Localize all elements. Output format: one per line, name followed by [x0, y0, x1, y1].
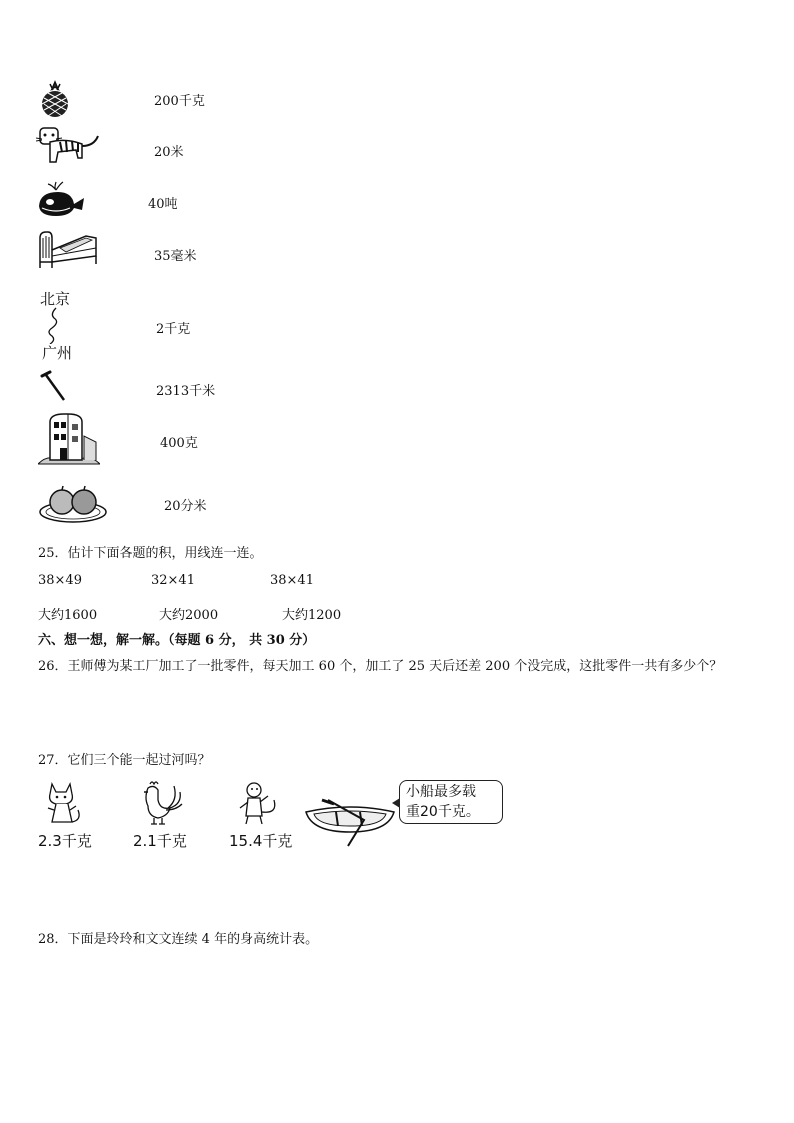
question-26-text: 26．王师傅为某工厂加工了一批零件，每天加工 60 个，加工了 25 天后还差 200 个没完成，这批零件一共有多少个？ — [38, 659, 723, 674]
animal-weight: 2.1千克 — [133, 832, 187, 850]
section-6-heading: 六、想一想，解一解。（每题 6 分， 共 30 分） — [38, 633, 316, 648]
bed-icon — [36, 228, 98, 272]
pineapple-icon — [38, 80, 72, 118]
map-label-guangzhou: 广州 — [42, 344, 73, 362]
answer-label: 2千克 — [156, 322, 191, 337]
bubble-line: 小船最多载 — [406, 784, 476, 800]
monkey-icon — [238, 780, 280, 826]
answer-label: 40吨 — [148, 197, 178, 212]
building-icon — [38, 410, 100, 466]
whale-icon — [36, 180, 86, 220]
expression: 38×49 — [38, 573, 82, 588]
apples-plate-icon — [38, 482, 108, 524]
answer-label: 200千克 — [154, 94, 205, 109]
estimate: 大约1600 — [38, 608, 98, 623]
animal-weight: 15.4千克 — [229, 832, 293, 850]
answer-label: 20分米 — [164, 499, 207, 514]
bubble-pointer — [392, 798, 400, 808]
bubble-line: 重20千克。 — [406, 804, 480, 820]
question-27-text: 27．它们三个能一起过河吗？ — [38, 753, 211, 768]
map-label-beijing: 北京 — [40, 290, 71, 308]
question-28-text: 28．下面是玲玲和文文连续 4 年的身高统计表。 — [38, 932, 319, 947]
answer-label: 2313千米 — [156, 384, 216, 399]
rooster-icon — [140, 780, 184, 826]
animal-weight: 2.3千克 — [38, 832, 92, 850]
estimate: 大约2000 — [159, 608, 219, 623]
answer-label: 400克 — [160, 436, 198, 451]
boat-icon — [302, 798, 398, 848]
question-25-title: 25．估计下面各题的积，用线连一连。 — [38, 546, 263, 561]
answer-label: 20米 — [154, 145, 184, 160]
cat-icon — [44, 780, 84, 826]
tiger-icon — [36, 124, 102, 164]
boat-capacity-bubble — [399, 780, 503, 824]
estimate: 大约1200 — [282, 608, 342, 623]
answer-label: 35毫米 — [154, 249, 197, 264]
expression: 32×41 — [151, 573, 195, 588]
nail-icon — [38, 370, 70, 404]
route-map-icon — [38, 286, 80, 362]
expression: 38×41 — [270, 573, 314, 588]
